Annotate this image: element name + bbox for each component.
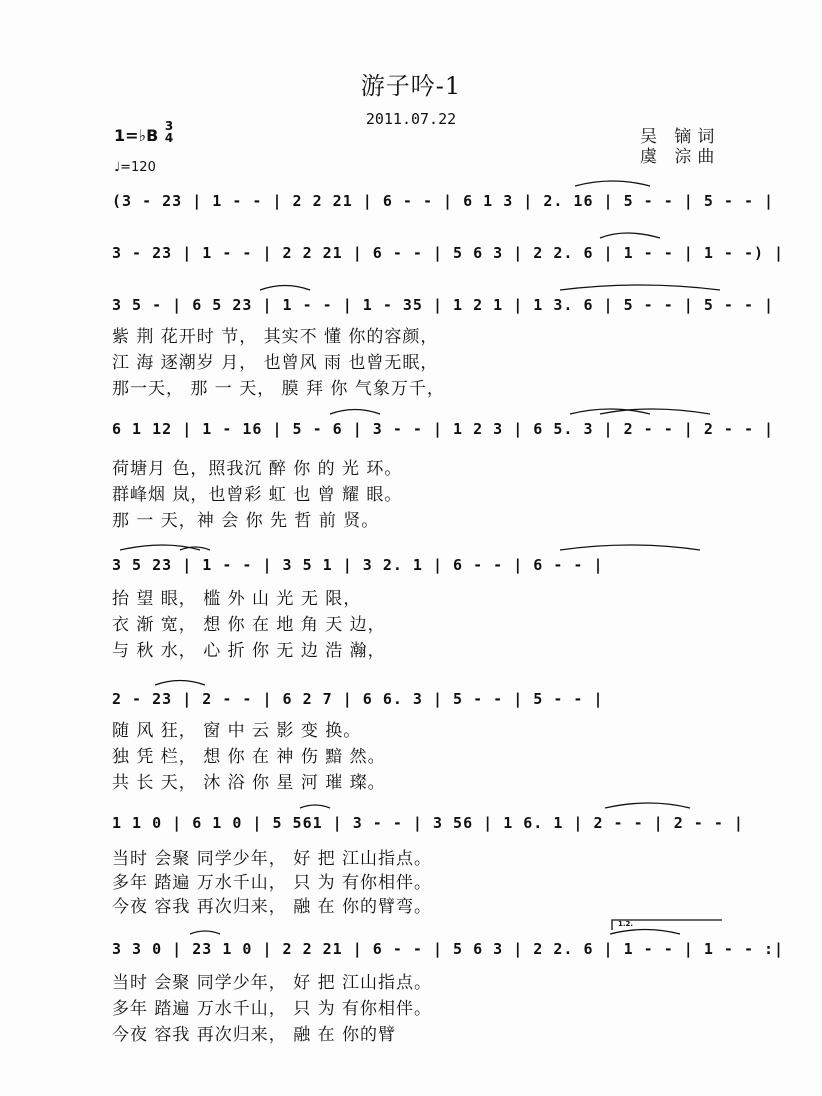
lyric-line-7-verse-3: 今夜 容我 再次归来， 融 在 你的臂弯。 — [112, 897, 433, 917]
slur — [575, 181, 650, 186]
lyric-line-7-verse-2: 多年 踏遍 万水千山， 只 为 有你相伴。 — [112, 873, 433, 893]
slur — [600, 233, 660, 238]
notation-line-2: 3 - 23 | 1 - - | 2 2 21 | 6 - - | 5 6 3 | 2 2. 6 | 1 - - | 1 - -) | — [112, 244, 785, 262]
page-title: 游子吟-1 — [360, 72, 462, 100]
lyric-line-5-verse-2: 衣 渐 宽， 想 你 在 地 角 天 边， — [112, 615, 386, 635]
lyric-line-3-verse-3: 那一天， 那 一 天， 膜 拜 你 气象万千， — [112, 379, 445, 399]
notation-line-7: 1 1 0 | 6 1 0 | 5 561 | 3 - - | 3 56 | 1 6. 1 | 2 - - | 2 - - | — [112, 814, 744, 832]
notation-line-3: 3 5 - | 6 5 23 | 1 - - | 1 - 35 | 1 2 1 | 1 3. 6 | 5 - - | 5 - - | — [112, 296, 775, 314]
lyric-line-4-verse-1: 荷塘月 色，照我沉 醉 你 的 光 环。 — [112, 459, 403, 479]
key-signature: 1=♭B — [114, 126, 159, 145]
lyric-line-8-verse-3: 今夜 容我 再次归来， 融 在 你的臂 — [112, 1025, 397, 1045]
lyric-line-4-verse-3: 那 一 天，神 会 你 先 哲 前 贤。 — [112, 511, 380, 531]
slur — [330, 410, 380, 415]
notation-line-8: 3 3 0 | 23 1 0 | 2 2 21 | 6 - - | 5 6 3 | 2 2. 6 | 1 - - | 1 - - :| — [112, 940, 785, 958]
notation-line-1: (3 - 23 | 1 - - | 2 2 21 | 6 - - | 6 1 3 | 2. 16 | 5 - - | 5 - - | — [112, 192, 775, 210]
notation-line-6: 2 - 23 | 2 - - | 6 2 7 | 6 6. 3 | 5 - - | 5 - - | — [112, 690, 604, 708]
slur — [560, 545, 700, 550]
slur — [155, 681, 205, 686]
lyric-line-3-verse-1: 紫 荆 花开时 节， 其实不 懂 你的容颜， — [112, 327, 439, 347]
lyric-line-6-verse-3: 共 长 天， 沐 浴 你 星 河 璀 璨。 — [112, 773, 386, 793]
lyricist-credit: 吴 镝词 — [640, 127, 721, 147]
composition-date: 2011.07.22 — [365, 110, 457, 128]
lyric-line-3-verse-2: 江 海 逐潮岁 月， 也曾风 雨 也曾无眠， — [112, 353, 439, 373]
composer-credit: 虞 淙曲 — [640, 147, 721, 167]
lyric-line-8-verse-1: 当时 会聚 同学少年， 好 把 江山指点。 — [112, 973, 433, 993]
slur — [300, 805, 330, 808]
slur — [610, 930, 680, 935]
lyric-line-7-verse-1: 当时 会聚 同学少年， 好 把 江山指点。 — [112, 849, 433, 869]
volta-bracket — [612, 920, 722, 930]
time-signature-top: 3 — [164, 119, 174, 133]
lyric-line-4-verse-2: 群峰烟 岚，也曾彩 虹 也 曾 耀 眼。 — [112, 485, 403, 505]
slur — [605, 803, 690, 808]
lyric-line-5-verse-1: 抬 望 眼， 槛 外 山 光 无 限， — [112, 589, 362, 609]
notation-line-4: 6 1 12 | 1 - 16 | 5 - 6 | 3 - - | 1 2 3 | 6 5. 3 | 2 - - | 2 - - | — [112, 420, 775, 438]
lyric-line-6-verse-1: 随 风 狂， 窗 中 云 影 变 换。 — [112, 721, 362, 741]
time-signature-bottom: 4 — [164, 131, 174, 145]
notation-line-5: 3 5 23 | 1 - - | 3 5 1 | 3 2. 1 | 6 - - | 6 - - | — [112, 556, 604, 574]
lyric-line-8-verse-2: 多年 踏遍 万水千山， 只 为 有你相伴。 — [112, 999, 433, 1019]
volta-ending-label: 1.2. — [618, 920, 634, 928]
slur — [190, 931, 220, 934]
lyric-line-6-verse-2: 独 凭 栏， 想 你 在 神 伤 黯 然。 — [112, 747, 386, 767]
slur — [560, 285, 720, 290]
tempo-marking: ♩=120 — [114, 160, 156, 175]
slur — [260, 286, 310, 291]
lyric-line-5-verse-3: 与 秋 水， 心 折 你 无 边 浩 瀚， — [112, 641, 386, 661]
